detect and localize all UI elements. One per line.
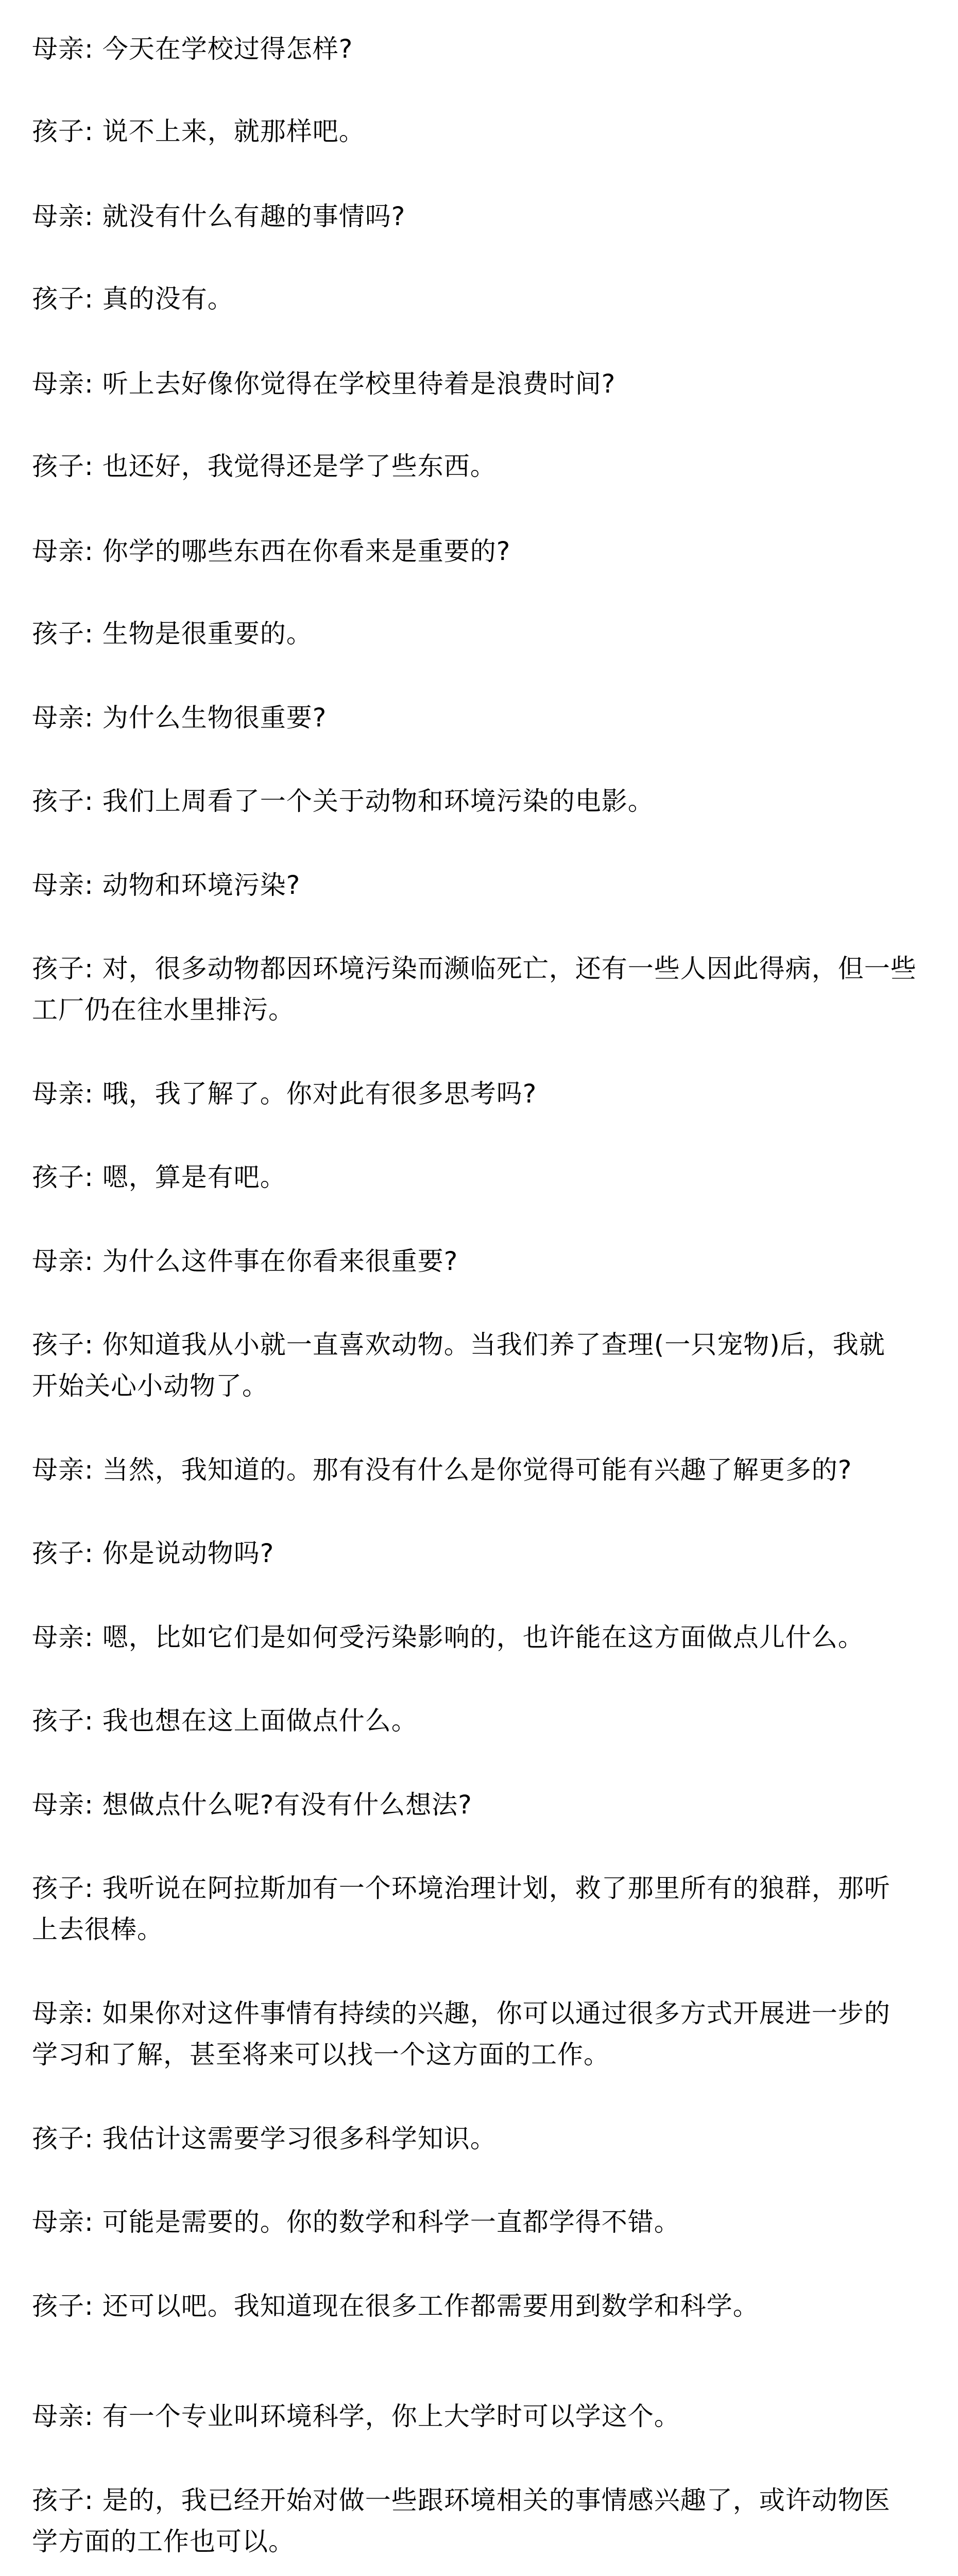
child-line: 孩子: 对，很多动物都因环境污染而濒临死亡，还有一些人因此得病，但一些 — [32, 954, 917, 984]
mother-line: 母亲: 听上去好像你觉得在学校里待着是浪费时间? — [32, 369, 616, 399]
mother-line: 母亲: 嗯，比如它们是如何受污染影响的，也许能在这方面做点儿什么。 — [32, 1622, 864, 1652]
child-line: 孩子: 嗯，算是有吧。 — [32, 1162, 286, 1192]
child-line: 孩子: 我们上周看了一个关于动物和环境污染的电影。 — [32, 786, 654, 816]
child-line: 孩子: 真的没有。 — [32, 284, 234, 314]
mother-line: 学习和了解，甚至将来可以找一个这方面的工作。 — [32, 2040, 610, 2070]
mother-line: 母亲: 哦，我了解了。你对此有很多思考吗? — [32, 1079, 537, 1109]
child-line: 上去很棒。 — [32, 1914, 163, 1944]
child-line: 学方面的工作也可以。 — [32, 2527, 295, 2556]
child-line: 孩子: 说不上来，就那样吧。 — [32, 116, 365, 146]
mother-line: 母亲: 可能是需要的。你的数学和科学一直都学得不错。 — [32, 2207, 680, 2237]
child-line: 工厂仍在往水里排污。 — [32, 995, 295, 1025]
child-line: 孩子: 你是说动物吗? — [32, 1538, 275, 1568]
mother-line: 母亲: 就没有什么有趣的事情吗? — [32, 201, 406, 231]
mother-line: 母亲: 今天在学校过得怎样? — [32, 34, 353, 64]
child-line: 孩子: 还可以吧。我知道现在很多工作都需要用到数学和科学。 — [32, 2291, 759, 2321]
child-line: 孩子: 是的，我已经开始对做一些跟环境相关的事情感兴趣了，或许动物医 — [32, 2485, 891, 2515]
child-line: 孩子: 我也想在这上面做点什么。 — [32, 1706, 418, 1736]
child-line: 孩子: 我听说在阿拉斯加有一个环境治理计划，救了那里所有的狼群，那听 — [32, 1873, 891, 1903]
mother-line: 母亲: 你学的哪些东西在你看来是重要的? — [32, 536, 511, 566]
child-line: 开始关心小动物了。 — [32, 1371, 268, 1401]
mother-line: 母亲: 动物和环境污染? — [32, 870, 301, 900]
mother-line: 母亲: 当然，我知道的。那有没有什么是你觉得可能有兴趣了解更多的? — [32, 1455, 852, 1485]
mother-line: 母亲: 想做点什么呢?有没有什么想法? — [32, 1790, 472, 1820]
child-line: 孩子: 生物是很重要的。 — [32, 619, 313, 649]
mother-line: 母亲: 有一个专业叫环境科学，你上大学时可以学这个。 — [32, 2401, 680, 2431]
mother-line: 母亲: 如果你对这件事情有持续的兴趣，你可以通过很多方式开展进一步的 — [32, 1998, 891, 2028]
child-line: 孩子: 也还好，我觉得还是学了些东西。 — [32, 451, 497, 481]
child-line: 孩子: 你知道我从小就一直喜欢动物。当我们养了查理(一只宠物)后，我就 — [32, 1330, 885, 1360]
mother-line: 母亲: 为什么这件事在你看来很重要? — [32, 1246, 458, 1276]
mother-line: 母亲: 为什么生物很重要? — [32, 703, 327, 733]
child-line: 孩子: 我估计这需要学习很多科学知识。 — [32, 2124, 497, 2154]
